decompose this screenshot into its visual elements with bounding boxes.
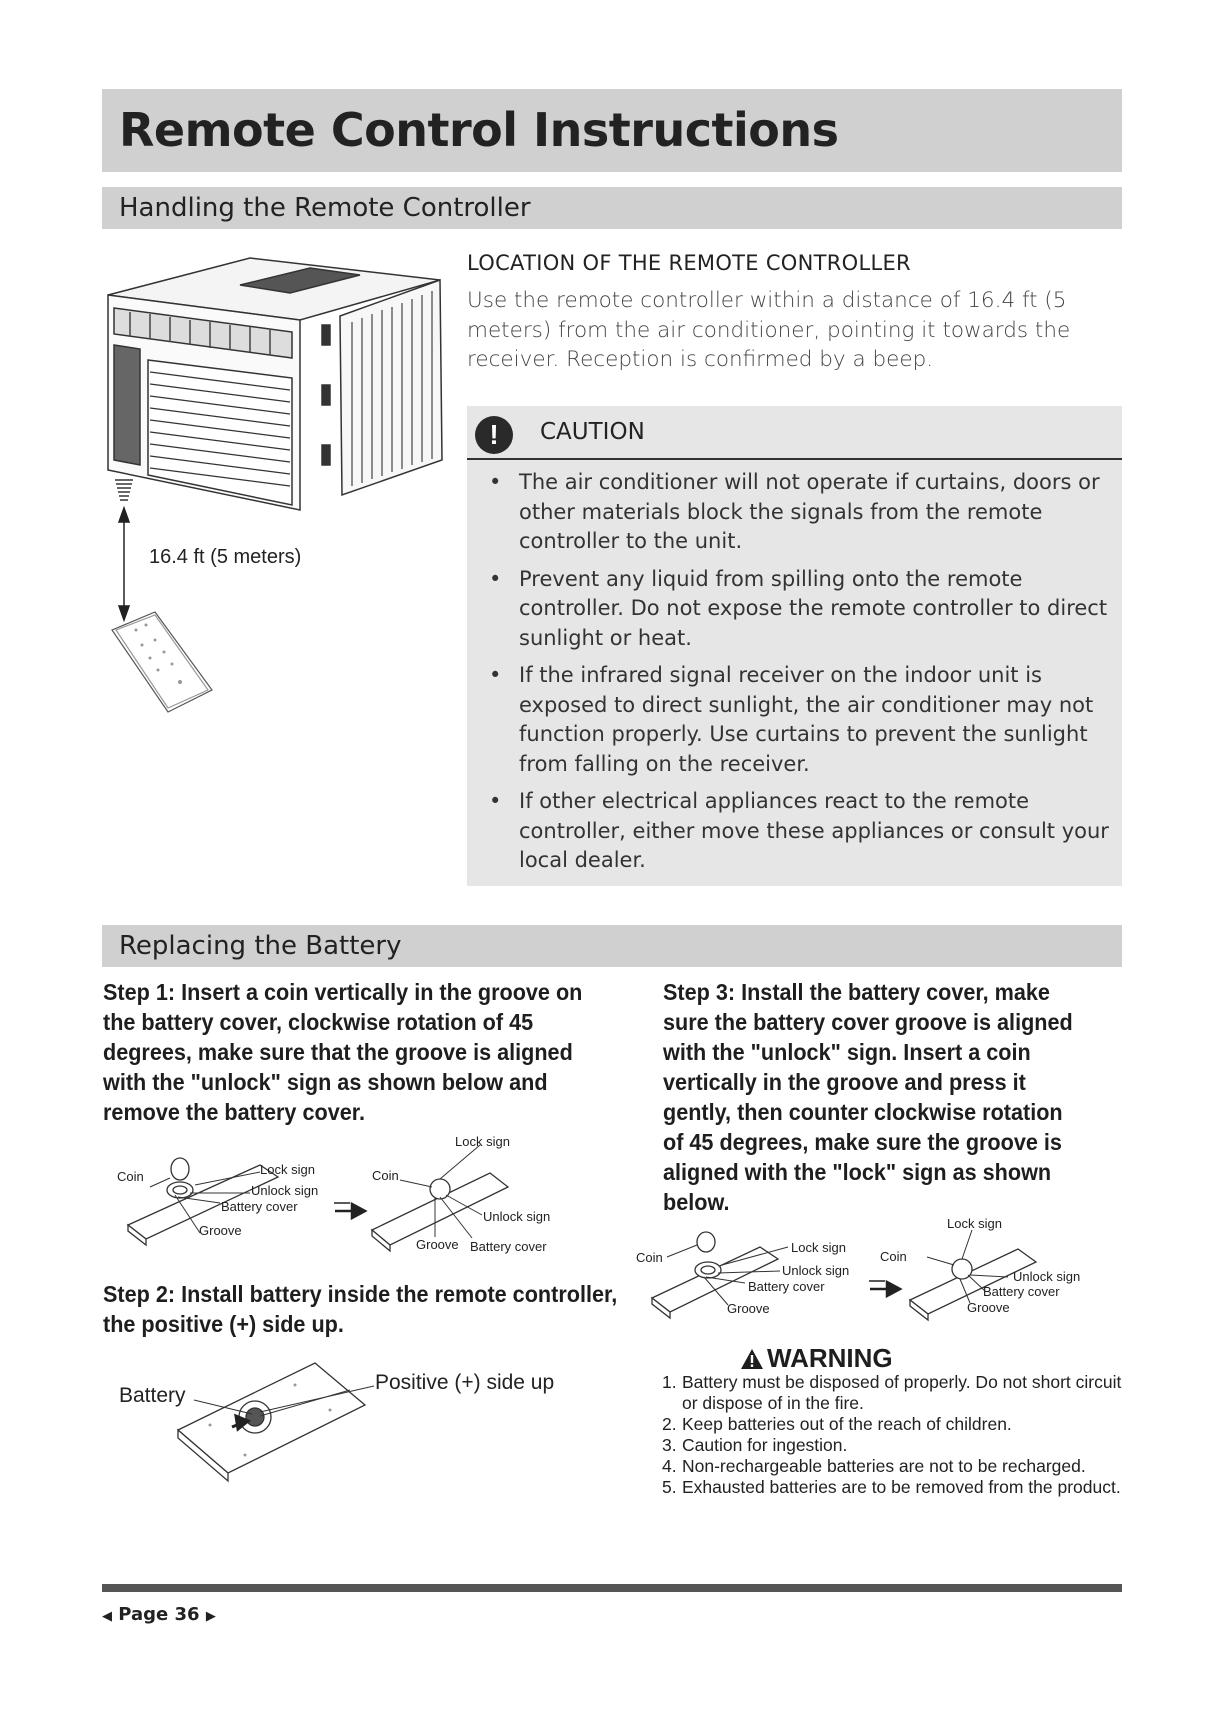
step-3-text: Step 3: Install the battery cover, make sure the battery cover groove is aligned with the "unlock" sign. Insert a coin vertically in the groove and press it gently, then counter clockwise rotation of 45 degrees, make sure the groove is aligned with the "lock" sign as shown below. bbox=[663, 979, 1073, 1215]
section-heading: Handling the Remote Controller bbox=[119, 193, 531, 223]
unlock-sign-label: Unlock sign bbox=[483, 1209, 551, 1224]
groove-label: Groove bbox=[416, 1237, 459, 1252]
page-label: Page 36 bbox=[118, 1604, 200, 1625]
distance-label: 16.4 ft (5 meters) bbox=[149, 546, 302, 568]
section-heading: Replacing the Battery bbox=[119, 931, 402, 961]
list-item: • If other electrical appliances react to the remote controller, either move these appliances or consult your local dealer. bbox=[479, 787, 1109, 876]
step-1-text: Step 1: Insert a coin vertically in the groove on the battery cover, clockwise rotation of 45 degrees, make sure that the groove is aligned with the "unlock" sign as shown below and remove the battery cover. bbox=[103, 979, 583, 1125]
lock-sign-label: Lock sign bbox=[947, 1216, 1002, 1231]
warning-icon bbox=[740, 1348, 764, 1370]
groove-label: Groove bbox=[967, 1300, 1010, 1315]
title-bar bbox=[102, 89, 1122, 172]
battery-cover-label: Battery cover bbox=[470, 1239, 547, 1254]
lock-sign-label: Lock sign bbox=[791, 1240, 846, 1255]
warning-list bbox=[662, 1372, 1122, 1498]
battery-cover-label: Battery cover bbox=[221, 1199, 298, 1214]
page-title: Remote Control Instructions bbox=[119, 103, 839, 157]
list-item: 5. Exhausted batteries are to be removed from the product. bbox=[662, 1477, 1121, 1497]
step-2-leaders bbox=[190, 1380, 380, 1440]
list-item: 1. Battery must be disposed of properly. Do not short circuit or dispose of in the fire. bbox=[662, 1372, 1122, 1413]
exclamation-icon: ! bbox=[475, 416, 513, 454]
battery-label: Battery bbox=[119, 1384, 186, 1407]
groove-label: Groove bbox=[199, 1223, 242, 1238]
lock-sign-label: Lock sign bbox=[260, 1162, 315, 1177]
battery-cover-label: Battery cover bbox=[983, 1284, 1060, 1299]
section-header-handling bbox=[102, 187, 1122, 229]
list-item: 3. Caution for ingestion. bbox=[662, 1435, 848, 1455]
location-heading: LOCATION OF THE REMOTE CONTROLLER bbox=[467, 251, 911, 275]
section-header-battery bbox=[102, 925, 1122, 967]
list-item: 4. Non-rechargeable batteries are not to be recharged. bbox=[662, 1456, 1086, 1476]
location-text: Use the remote controller within a distance of 16.4 ft (5 meters) from the air conditioner, pointing it towards the receiver. Reception is confirmed by a beep. bbox=[467, 288, 1071, 372]
coin-label: Coin bbox=[880, 1249, 907, 1264]
list-item: 2. Keep batteries out of the reach of children. bbox=[662, 1414, 1012, 1434]
next-page-icon[interactable]: ▶ bbox=[205, 1609, 216, 1624]
list-item: • The air conditioner will not operate if curtains, doors or other materials block the signals from the remote controller to the unit. bbox=[479, 468, 1109, 557]
caution-list bbox=[479, 468, 1109, 884]
list-item: • If the infrared signal receiver on the indoor unit is exposed to direct sunlight, the air conditioner may not function properly. Use curtains to prevent the sunlight from falling on the receiver. bbox=[479, 661, 1109, 779]
step-2-text: Step 2: Install battery inside the remote controller, the positive (+) side up. bbox=[103, 1281, 618, 1337]
groove-label: Groove bbox=[727, 1301, 770, 1316]
list-item: • Prevent any liquid from spilling onto the remote controller. Do not expose the remote controller to direct sunlight or heat. bbox=[479, 565, 1109, 654]
page-number bbox=[102, 1604, 216, 1625]
footer-rule bbox=[102, 1584, 1122, 1592]
caution-box bbox=[467, 406, 1122, 886]
coin-label: Coin bbox=[372, 1168, 399, 1183]
lock-sign-label: Lock sign bbox=[455, 1134, 510, 1149]
previous-page-icon[interactable]: ◀ bbox=[102, 1609, 112, 1624]
caution-title: CAUTION bbox=[540, 419, 645, 445]
air-conditioner-illustration bbox=[100, 250, 450, 720]
unlock-sign-label: Unlock sign bbox=[251, 1183, 319, 1198]
step-3-diagram bbox=[640, 1225, 1070, 1335]
unlock-sign-label: Unlock sign bbox=[782, 1263, 850, 1278]
positive-side-label: Positive (+) side up bbox=[375, 1371, 555, 1394]
warning-title: WARNING bbox=[767, 1343, 893, 1373]
caution-header bbox=[467, 406, 1122, 460]
unlock-sign-label: Unlock sign bbox=[1013, 1269, 1081, 1284]
battery-cover-label: Battery cover bbox=[748, 1279, 825, 1294]
coin-label: Coin bbox=[117, 1169, 144, 1184]
coin-label: Coin bbox=[636, 1250, 663, 1265]
